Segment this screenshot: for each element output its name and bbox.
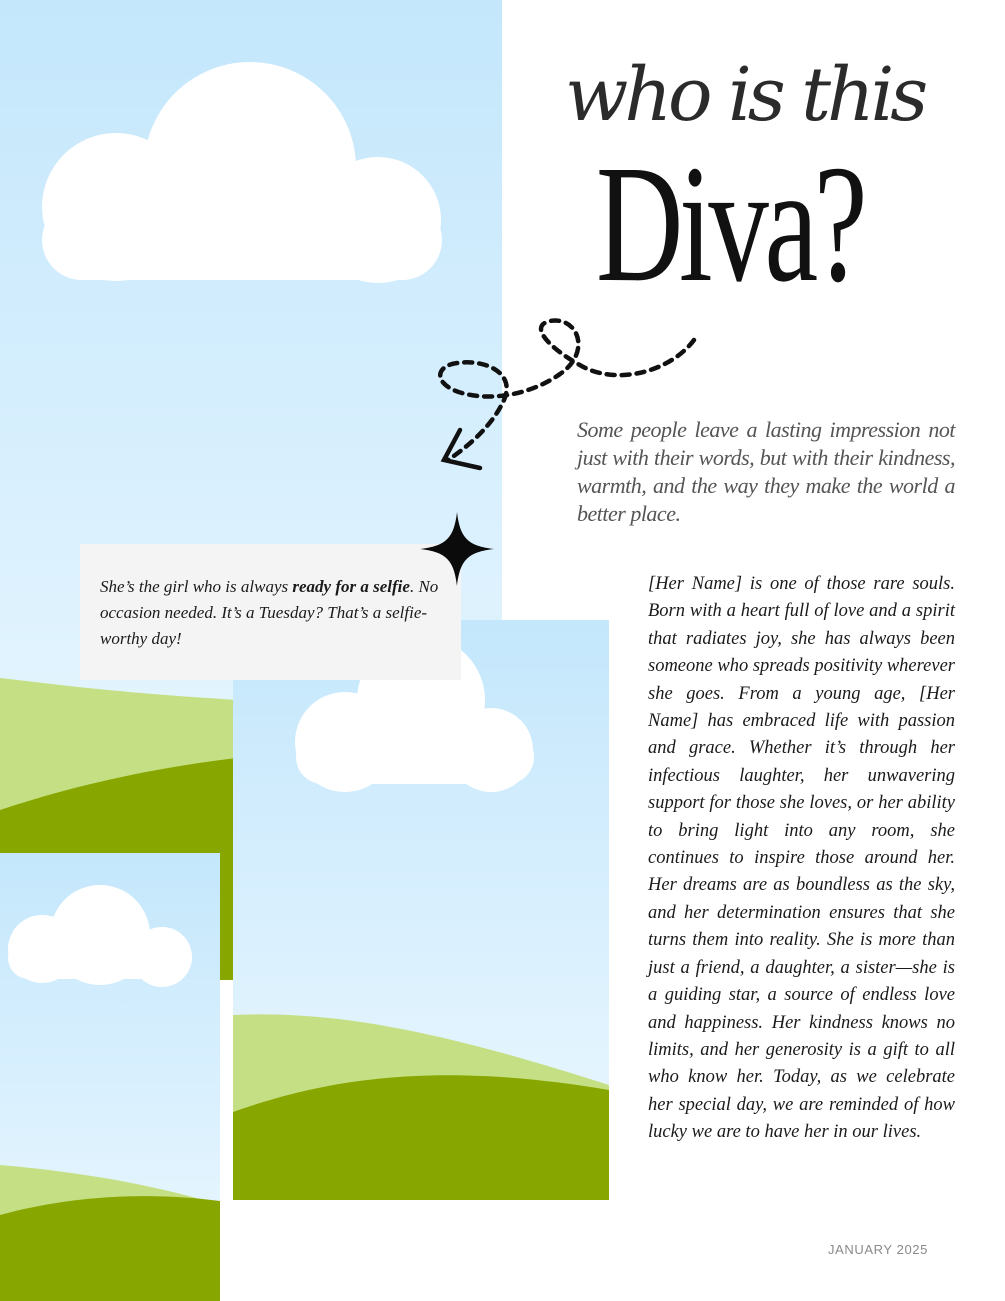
intro-paragraph: Some people leave a lasting impression not just with their words, but with their kindness, warmth, and the way they make the world a better place. [577,417,955,526]
landscape-photo-small [0,853,220,1301]
quote-text-after: . No occasion needed. It’s a Tuesday? That’s a selfie-worthy day! [100,577,439,648]
quote-text-emphasis: ready for a selfie [292,577,410,596]
quote-text-before: She’s the girl who is always [100,577,293,596]
body-paragraph: [Her Name] is one of those rare souls. Born with a heart full of love and a spirit that radiates joy, she has always been someone who spreads positivity wherever she goes. From a young age, [Her Name] has embraced life with passion and grace. Whether it’s through her infectious laughter, her unwavering support for those she loves, or her ability to bring light into any room, she continues to inspire those around her. Her dreams are as boundless as the sky, and her determination ensures that she turns them into reality. She is more than just a friend, a daughter, a sister—she is a guiding star, a source of endless love and happiness. Her kindness knows no limits, and her generosity is a gift to all who know her. Today, as we celebrate her special day, we are reminded of how lucky we are to have her in our lives. [648,574,955,1143]
footer-date: JANUARY 2025 [828,1242,928,1257]
landscape-photo-middle [233,620,609,1200]
four-point-star-icon [420,512,494,586]
quote-text [100,574,447,652]
quote-box [80,544,461,680]
headline-script: who is this [565,52,925,138]
headline-title: Diva? [596,131,864,317]
